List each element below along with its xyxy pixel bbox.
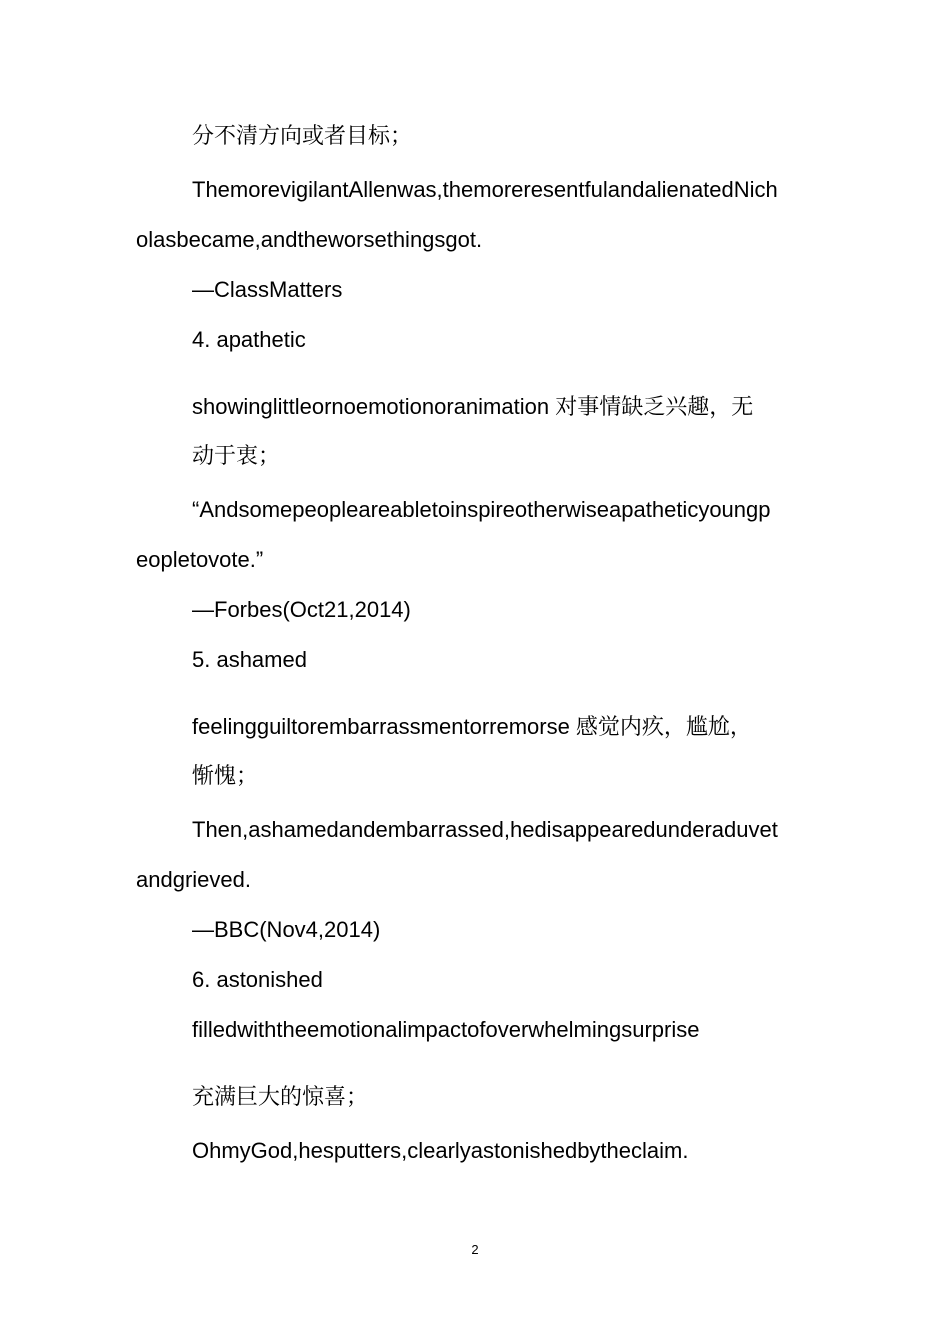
source-line: —BBC(Nov4,2014) bbox=[192, 917, 381, 942]
source-line: —Forbes(Oct21,2014) bbox=[192, 597, 411, 622]
entry-heading: 4. apathetic bbox=[192, 327, 306, 352]
definition-line: 动于衷； bbox=[192, 443, 281, 468]
text-line: “Andsomepeopleareabletoinspireotherwiseapatheticyoungp bbox=[192, 497, 771, 522]
text-line: eopletovote.” bbox=[136, 547, 264, 572]
definition-line: 充满巨大的惊喜； bbox=[192, 1084, 369, 1109]
entry-heading: 5. ashamed bbox=[192, 647, 307, 672]
text-line: andgrieved. bbox=[136, 867, 251, 892]
source-line: —ClassMatters bbox=[192, 277, 343, 302]
definition-line: 惭愧； bbox=[192, 763, 259, 788]
text-line: ThemorevigilantAllenwas,themoreresentfulandalienatedNich bbox=[192, 177, 778, 202]
text-line: olasbecame,andtheworsethingsgot. bbox=[136, 227, 483, 252]
text-line: OhmyGod,hesputters,clearlyastonishedbytheclaim. bbox=[192, 1138, 689, 1163]
definition-line: filledwiththeemotionalimpactofoverwhelmingsurprise bbox=[192, 1017, 700, 1042]
definition-line: feelingguiltorembarrassmentorremorse 感觉内疚，尴尬， bbox=[192, 714, 752, 739]
text-line: Then,ashamedandembarrassed,hedisappearedunderaduvet bbox=[192, 817, 778, 842]
text-line: 分不清方向或者目标； bbox=[192, 123, 413, 148]
page-number: 2 bbox=[471, 1242, 479, 1257]
definition-line: showinglittleornoemotionoranimation 对事情缺乏兴趣，无 bbox=[192, 394, 754, 419]
entry-heading: 6. astonished bbox=[192, 967, 323, 992]
